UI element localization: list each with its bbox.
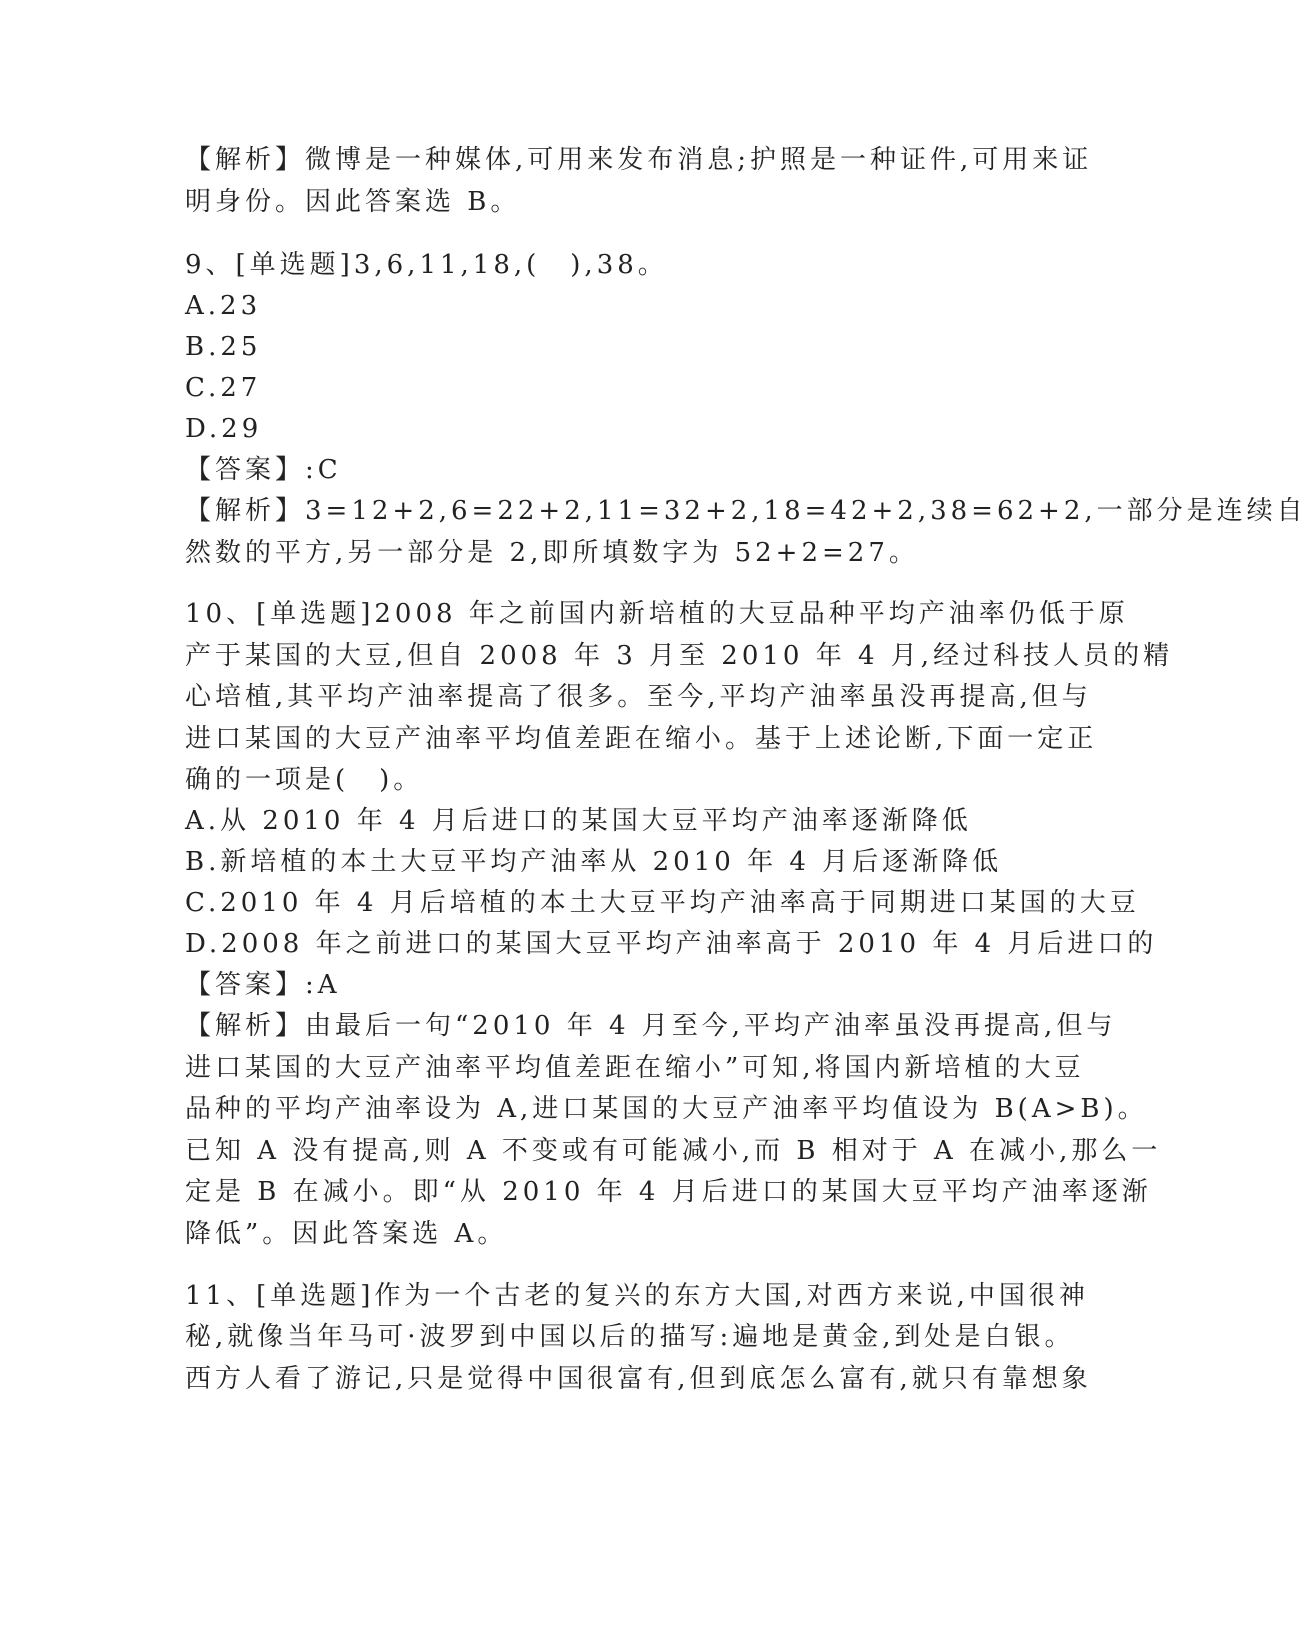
- q11-question-line-3: 西方人看了游记,只是觉得中国很富有,但到底怎么富有,就只有靠想象: [185, 1364, 1092, 1394]
- q10-option-a: A.从 2010 年 4 月后进口的某国大豆平均产油率逐渐降低: [185, 806, 972, 836]
- q10-analysis-line-6: 降低”。因此答案选 A。: [185, 1219, 508, 1249]
- q9-option-d: D.29: [185, 414, 263, 444]
- q9-analysis-line-2: 然数的平方,另一部分是 2,即所填数字为 52+2=27。: [185, 538, 919, 568]
- q10-option-d: D.2008 年之前进口的某国大豆平均产油率高于 2010 年 4 月后进口的: [185, 929, 1158, 959]
- q8-analysis-line-2: 明身份。因此答案选 B。: [185, 187, 521, 217]
- q10-question-line-4: 进口某国的大豆产油率平均值差距在缩小。基于上述论断,下面一定正: [185, 724, 1098, 754]
- q9-answer: 【答案】:C: [185, 455, 342, 485]
- q10-question-line-1: 10、[单选题]2008 年之前国内新培植的大豆品种平均产油率仍低于原: [185, 599, 1129, 629]
- q10-analysis-line-2: 进口某国的大豆产油率平均值差距在缩小”可知,将国内新培植的大豆: [185, 1053, 1085, 1083]
- q9-question: 9、[单选题]3,6,11,18,( ),38。: [185, 250, 668, 280]
- q10-analysis-line-3: 品种的平均产油率设为 A,进口某国的大豆产油率平均值设为 B(A>B)。: [185, 1094, 1148, 1124]
- q10-analysis-line-5: 定是 B 在减小。即“从 2010 年 4 月后进口的某国大豆平均产油率逐渐: [185, 1177, 1152, 1207]
- q9-option-b: B.25: [185, 332, 262, 362]
- q11-question-line-2: 秘,就像当年马可·波罗到中国以后的描写:遍地是黄金,到处是白银。: [185, 1322, 1075, 1352]
- q10-analysis-line-1: 【解析】由最后一句“2010 年 4 月至今,平均产油率虽没再提高,但与: [185, 1011, 1117, 1041]
- q10-question-line-2: 产于某国的大豆,但自 2008 年 3 月至 2010 年 4 月,经过科技人员的精: [185, 641, 1174, 671]
- q10-option-b: B.新培植的本土大豆平均产油率从 2010 年 4 月后逐渐降低: [185, 847, 1003, 877]
- q10-question-line-5: 确的一项是( )。: [185, 765, 424, 795]
- q10-question-line-3: 心培植,其平均产油率提高了很多。至今,平均产油率虽没再提高,但与: [185, 682, 1092, 712]
- q10-analysis-line-4: 已知 A 没有提高,则 A 不变或有可能减小,而 B 相对于 A 在减小,那么一: [185, 1136, 1162, 1166]
- q9-option-a: A.23: [185, 291, 262, 321]
- q10-option-c: C.2010 年 4 月后培植的本土大豆平均产油率高于同期进口某国的大豆: [185, 888, 1140, 918]
- q8-analysis-line-1: 【解析】微博是一种媒体,可用来发布消息;护照是一种证件,可用来证: [185, 145, 1093, 175]
- q9-option-c: C.27: [185, 373, 262, 403]
- q10-answer: 【答案】:A: [185, 970, 341, 1000]
- q9-analysis-line-1: 【解析】3=12+2,6=22+2,11=32+2,18=42+2,38=62+2,一部分是连续自: [185, 496, 1307, 526]
- q11-question-line-1: 11、[单选题]作为一个古老的复兴的东方大国,对西方来说,中国很神: [185, 1281, 1089, 1311]
